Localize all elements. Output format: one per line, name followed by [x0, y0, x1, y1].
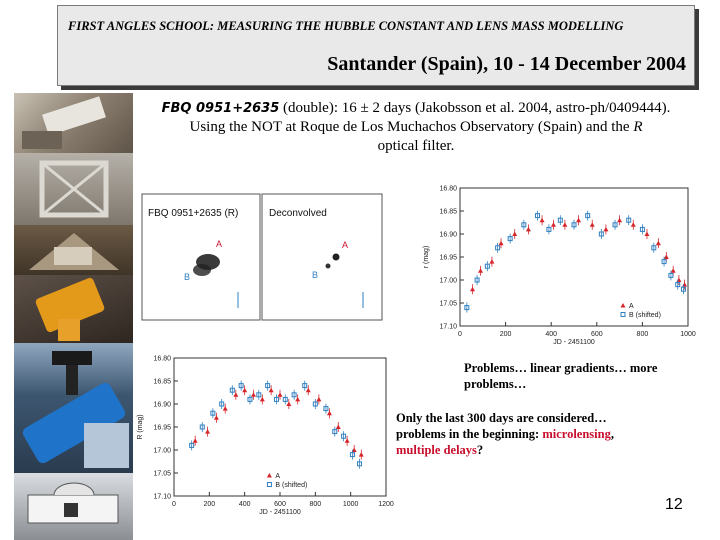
light-curve-chart-top — [412, 180, 702, 350]
x-tick-label: 600 — [590, 331, 603, 338]
object-name: FBQ 0951+2635 — [161, 101, 280, 116]
x-tick-label: 400 — [238, 501, 251, 508]
quasar-image-b-deconv — [326, 264, 331, 269]
x-tick-label: 1000 — [680, 331, 696, 338]
x-tick-label: 800 — [309, 501, 322, 508]
multiple-delays-highlight: multiple delays — [396, 443, 477, 457]
x-tick-label: 800 — [636, 331, 649, 338]
intro-line1: (double): 16 ± 2 days (Jakobsson et al. 2004, astro-ph/0409444). — [279, 100, 671, 116]
x-axis-label: JD - 2451100 — [259, 509, 301, 516]
y-tick-label: 17.05 — [153, 470, 171, 478]
telescope-photo-5 — [14, 343, 133, 473]
telescope-photo-2 — [14, 153, 133, 225]
considered-note — [396, 410, 656, 458]
light-curve-chart-bottom — [134, 350, 394, 520]
y-axis-label: R (mag) — [137, 414, 144, 440]
y-axis-label: r (mag) — [423, 245, 430, 269]
quasar-images-panel — [138, 192, 388, 322]
problems-note: Problems… linear gradients… more problems… — [464, 361, 658, 391]
telescope-photo-strip — [14, 93, 133, 540]
considered-note-text: Only the last 300 days are considered…problems in the beginning: — [396, 411, 607, 441]
y-tick-label: 17.10 — [153, 493, 171, 501]
y-tick-label: 16.95 — [439, 254, 457, 262]
y-tick-label: 17.05 — [439, 300, 457, 308]
y-tick-label: 17.00 — [439, 277, 457, 285]
x-tick-label: 0 — [172, 501, 176, 508]
label-b-deconv: B — [312, 270, 319, 280]
y-tick-label: 16.90 — [439, 231, 457, 239]
intro-text — [146, 99, 686, 156]
intro-line2: Using the NOT at Roque de Los Muchachos Observatory (Spain) and the — [189, 119, 634, 135]
y-tick-label: 16.80 — [153, 355, 171, 363]
x-tick-label: 200 — [203, 501, 216, 508]
label-b-raw: B — [184, 272, 191, 282]
x-tick-label: 1200 — [378, 501, 394, 508]
x-tick-label: 1000 — [342, 501, 359, 508]
intro-line3: optical filter. — [377, 138, 455, 154]
considered-note-sep: , — [610, 427, 614, 441]
label-a-deconv: A — [342, 240, 349, 250]
x-tick-label: 0 — [458, 331, 462, 338]
x-tick-label: 400 — [545, 331, 558, 338]
x-tick-label: 200 — [499, 331, 512, 338]
label-a-raw: A — [216, 239, 223, 249]
telescope-photo-3 — [14, 225, 133, 275]
plot-frame — [460, 188, 688, 326]
telescope-photo-1 — [14, 93, 133, 153]
y-tick-label: 16.85 — [153, 378, 171, 386]
y-tick-label: 16.85 — [439, 208, 457, 216]
y-tick-label: 16.90 — [153, 401, 171, 409]
microlensing-highlight: microlensing — [542, 427, 611, 441]
legend-label: A — [275, 473, 281, 480]
y-tick-label: 17.00 — [153, 447, 171, 455]
quasar-image-a-deconv — [333, 254, 340, 261]
y-tick-label: 16.95 — [153, 424, 171, 432]
title-banner — [57, 5, 695, 86]
school-title: FIRST ANGLES SCHOOL: MEASURING THE HUBBLE CONSTANT AND LENS MASS MODELLING — [68, 19, 624, 33]
legend-label: A — [629, 303, 634, 310]
y-tick-label: 17.10 — [439, 323, 457, 331]
considered-note-end: ? — [476, 443, 484, 457]
filter-name: R — [633, 119, 643, 135]
legend-label: B (shifted) — [275, 482, 308, 489]
x-axis-label: JD - 2451100 — [553, 339, 595, 346]
telescope-photo-4 — [14, 275, 133, 343]
quasar-image-b-raw — [193, 264, 211, 276]
y-tick-label: 16.80 — [439, 185, 457, 193]
raw-image-title: FBQ 0951+2635 (R) — [148, 208, 239, 219]
deconvolved-title: Deconvolved — [269, 208, 327, 219]
place-dates: Santander (Spain), 10 - 14 December 2004 — [327, 53, 686, 75]
legend-label: B (shifted) — [629, 312, 661, 319]
telescope-photo-6 — [14, 473, 133, 540]
page-number: 12 — [665, 496, 683, 513]
x-tick-label: 600 — [274, 501, 286, 508]
